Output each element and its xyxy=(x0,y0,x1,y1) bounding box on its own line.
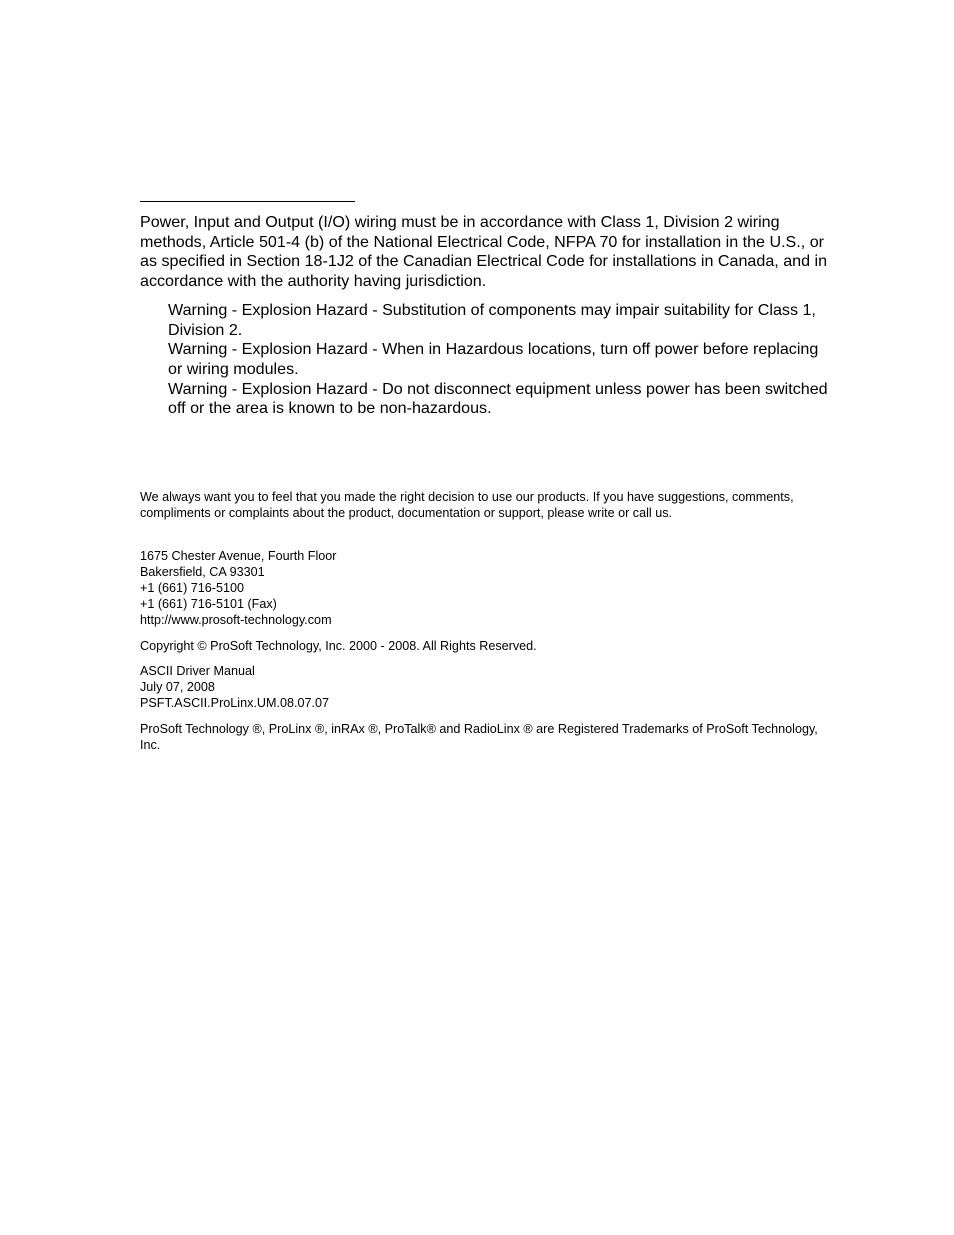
copyright-text: Copyright © ProSoft Technology, Inc. 2000 - 2008. All Rights Reserved. xyxy=(140,639,537,653)
warning-list xyxy=(168,301,830,419)
address-phone: +1 (661) 716-5100 xyxy=(140,581,244,595)
trademark-text: ProSoft Technology ®, ProLinx ®, inRAx ®, ProTalk® and RadioLinx ® are Registered Trademarks of ProSoft Technology, Inc. xyxy=(140,722,818,752)
manual-title: ASCII Driver Manual xyxy=(140,664,255,678)
manual-info xyxy=(140,663,830,711)
manual-date: July 07, 2008 xyxy=(140,680,215,694)
warning-disconnect: Warning - Explosion Hazard - Do not disconnect equipment unless power has been switched off or the area is known to be non-hazardous. xyxy=(168,379,828,418)
copyright-notice xyxy=(140,638,830,654)
warning-substitution: Warning - Explosion Hazard - Substitution of components may impair suitability for Class 1, Division 2. xyxy=(168,300,816,339)
warning-hazardous-locations: Warning - Explosion Hazard - When in Hazardous locations, turn off power before replacing or wiring modules. xyxy=(168,340,819,378)
wiring-intro: Power, Input and Output (I/O) wiring must be in accordance with Class 1, Division 2 wiring methods, Article 501-4 (b) of the National Electrical Code, NFPA 70 for installation in the U.S., or as specified in Section 18-1J2 of the Canadian Electrical Code for installations in Canada, and in accordance with the authority having jurisdiction. xyxy=(140,213,828,291)
wiring-notice xyxy=(140,213,830,419)
address-fax: +1 (661) 716-5101 (Fax) xyxy=(140,597,277,611)
website-link[interactable]: http://www.prosoft-technology.com xyxy=(140,613,332,627)
manual-part-number: PSFT.ASCII.ProLinx.UM.08.07.07 xyxy=(140,696,329,710)
feedback-paragraph xyxy=(140,489,830,521)
feedback-text: We always want you to feel that you made the right decision to use our products. If you have suggestions, comments, compliments or complaints about the product, documentation or support, please write or call us. xyxy=(140,490,794,520)
trademark-notice xyxy=(140,721,830,753)
address-street: 1675 Chester Avenue, Fourth Floor xyxy=(140,549,337,563)
address-city: Bakersfield, CA 93301 xyxy=(140,565,265,579)
section-divider xyxy=(140,201,355,202)
company-address xyxy=(140,548,830,628)
